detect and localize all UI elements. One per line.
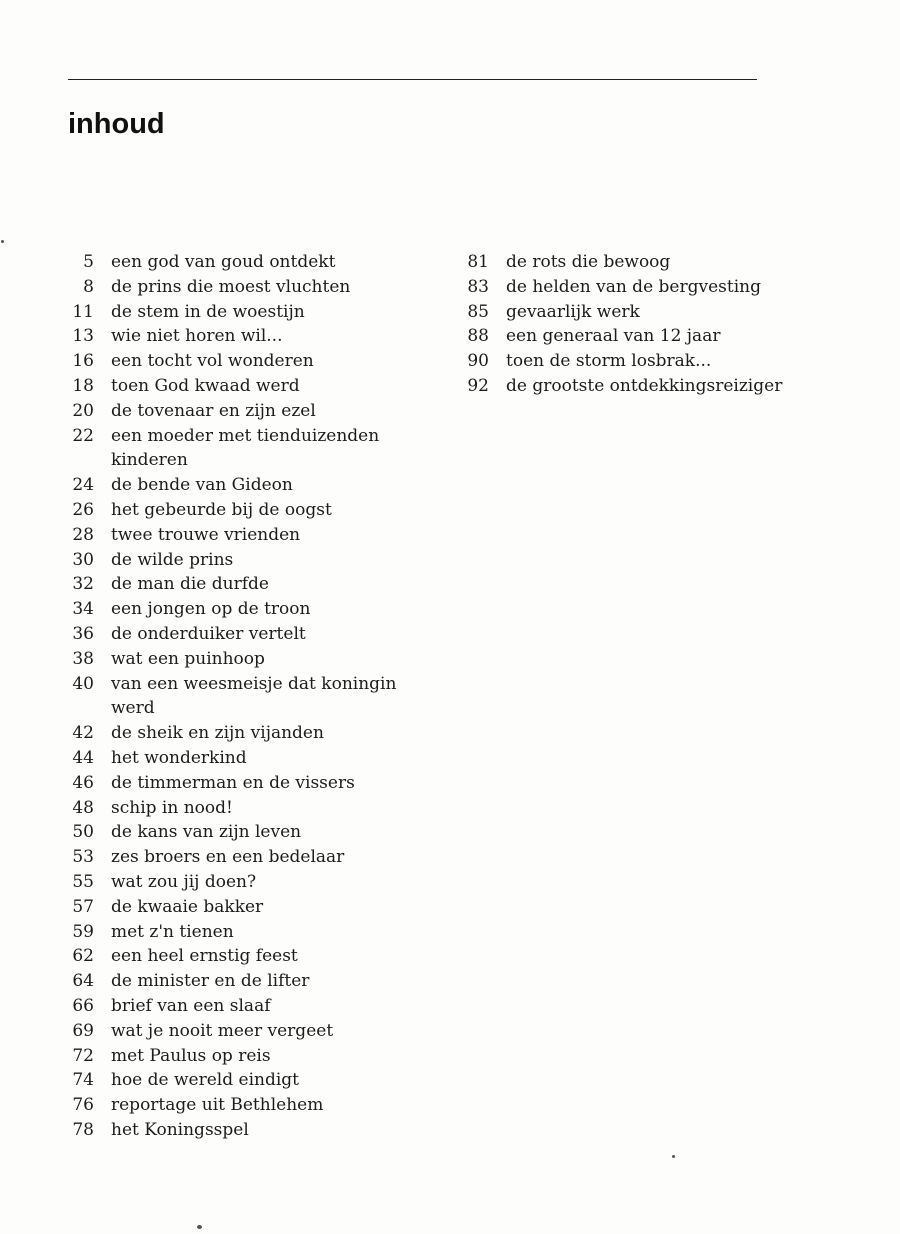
toc-page-number: 11 xyxy=(72,301,94,322)
toc-page-number: 22 xyxy=(72,425,94,446)
toc-right-column xyxy=(445,250,885,399)
toc-chapter-title: gevaarlijk werk xyxy=(506,301,640,322)
toc-chapter-title: de timmerman en de vissers xyxy=(111,772,355,793)
toc-page-number: 78 xyxy=(72,1119,94,1140)
toc-page-number: 26 xyxy=(72,499,94,520)
toc-page-number: 53 xyxy=(72,847,94,868)
toc-page-number: 50 xyxy=(72,822,94,843)
toc-entry xyxy=(50,1093,440,1118)
toc-page-number: 13 xyxy=(72,326,94,347)
toc-chapter-title: het Koningsspel xyxy=(111,1119,249,1140)
toc-entry xyxy=(50,994,440,1019)
toc-page-number: 81 xyxy=(467,252,489,272)
scan-speck xyxy=(197,1225,202,1229)
toc-entry xyxy=(50,672,440,722)
toc-chapter-title: de minister en de lifter xyxy=(111,971,310,992)
toc-entry xyxy=(50,349,440,374)
toc-page-number: 72 xyxy=(72,1045,94,1066)
toc-page-number: 85 xyxy=(467,301,489,322)
toc-entry xyxy=(50,473,440,498)
toc-chapter-title: zes broers en een bedelaar xyxy=(111,847,345,868)
toc-chapter-title: de prins die moest vluchten xyxy=(111,276,351,297)
toc-chapter-title: hoe de wereld eindigt xyxy=(111,1070,299,1091)
toc-chapter-title: schip in nood! xyxy=(111,797,233,818)
toc-page-number: 88 xyxy=(467,326,489,347)
toc-entry xyxy=(50,424,440,474)
toc-page-number: 74 xyxy=(72,1070,94,1091)
toc-chapter-title: wat zou jij doen? xyxy=(111,871,257,892)
toc-chapter-title: het gebeurde bij de oogst xyxy=(111,499,332,520)
toc-page-number: 69 xyxy=(72,1020,94,1041)
toc-chapter-title: de stem in de woestijn xyxy=(111,301,305,322)
toc-page-number: 32 xyxy=(72,574,94,595)
toc-page-number: 16 xyxy=(72,351,94,372)
toc-page-number: 48 xyxy=(72,797,94,818)
toc-entry xyxy=(50,721,440,746)
toc-entry xyxy=(50,1068,440,1093)
toc-chapter-title: de rots die bewoog xyxy=(506,252,671,272)
toc-chapter-title: een heel ernstig feest xyxy=(111,946,298,967)
toc-entry xyxy=(50,920,440,945)
toc-chapter-title: wie niet horen wil... xyxy=(111,326,283,347)
toc-page-number: 36 xyxy=(72,623,94,644)
toc-chapter-title: de wilde prins xyxy=(111,549,234,570)
toc-entry xyxy=(50,746,440,771)
toc-entry xyxy=(50,1118,440,1143)
toc-entry xyxy=(50,1019,440,1044)
toc-entry xyxy=(50,300,440,325)
toc-page-number: 30 xyxy=(72,549,94,570)
toc-chapter-title: de kwaaie bakker xyxy=(111,896,264,917)
toc-chapter-title: twee trouwe vrienden xyxy=(111,524,301,545)
toc-page-number: 24 xyxy=(72,475,94,496)
toc-entry xyxy=(445,349,885,374)
toc-entry xyxy=(50,523,440,548)
scan-speck xyxy=(1,240,4,243)
toc-chapter-title: de tovenaar en zijn ezel xyxy=(111,400,316,421)
toc-page-number: 57 xyxy=(72,896,94,917)
toc-entry xyxy=(50,771,440,796)
toc-chapter-title: de sheik en zijn vijanden xyxy=(111,723,324,744)
toc-chapter-title: een moeder met tienduizenden kinderen xyxy=(111,425,380,471)
toc-chapter-title: brief van een slaaf xyxy=(111,995,271,1016)
toc-chapter-title: toen God kwaad werd xyxy=(111,375,300,396)
toc-chapter-title: de grootste ontdekkingsreiziger xyxy=(506,375,783,396)
toc-entry xyxy=(50,944,440,969)
toc-page-number: 62 xyxy=(72,946,94,967)
toc-entry xyxy=(50,572,440,597)
toc-entry xyxy=(50,622,440,647)
toc-entry xyxy=(50,870,440,895)
page-title: inhoud xyxy=(68,108,165,140)
toc-entry xyxy=(445,275,885,300)
toc-chapter-title: een jongen op de troon xyxy=(111,599,311,620)
toc-page-number: 34 xyxy=(72,599,94,620)
toc-page-number: 20 xyxy=(72,400,94,421)
toc-chapter-title: de man die durfde xyxy=(111,574,269,595)
toc-entry xyxy=(50,845,440,870)
toc-entry xyxy=(50,250,440,275)
toc-entry xyxy=(50,548,440,573)
toc-page-number: 8 xyxy=(83,276,94,297)
toc-entry xyxy=(50,895,440,920)
toc-chapter-title: de kans van zijn leven xyxy=(111,822,302,843)
toc-page-number: 66 xyxy=(72,995,94,1016)
toc-page-number: 18 xyxy=(72,375,94,396)
toc-chapter-title: reportage uit Bethlehem xyxy=(111,1095,324,1116)
toc-entry xyxy=(50,597,440,622)
toc-entry xyxy=(50,796,440,821)
toc-entry xyxy=(50,324,440,349)
toc-page-number: 40 xyxy=(72,673,94,694)
toc-page-number: 76 xyxy=(72,1095,94,1116)
toc-left-column xyxy=(50,250,440,1143)
toc-entry xyxy=(50,275,440,300)
toc-page-number: 90 xyxy=(467,351,489,372)
toc-entry xyxy=(50,647,440,672)
toc-entry xyxy=(50,498,440,523)
toc-chapter-title: een god van goud ontdekt xyxy=(111,252,336,272)
toc-page-number: 42 xyxy=(72,723,94,744)
toc-page-number: 59 xyxy=(72,921,94,942)
toc-page-number: 92 xyxy=(467,375,489,396)
toc-entry xyxy=(50,820,440,845)
toc-entry xyxy=(445,250,885,275)
scan-speck xyxy=(672,1155,675,1158)
toc-chapter-title: met Paulus op reis xyxy=(111,1045,271,1066)
toc-page-number: 46 xyxy=(72,772,94,793)
toc-page-number: 83 xyxy=(467,276,489,297)
toc-chapter-title: de onderduiker vertelt xyxy=(111,623,306,644)
toc-entry xyxy=(50,1044,440,1069)
toc-chapter-title: een generaal van 12 jaar xyxy=(506,326,721,347)
toc-page-number: 5 xyxy=(83,252,94,272)
toc-chapter-title: van een weesmeisje dat koningin werd xyxy=(111,673,397,719)
toc-chapter-title: de bende van Gideon xyxy=(111,475,293,496)
toc-chapter-title: met z'n tienen xyxy=(111,921,234,942)
toc-entry xyxy=(50,374,440,399)
toc-page-number: 44 xyxy=(72,747,94,768)
toc-entry xyxy=(50,399,440,424)
toc-chapter-title: het wonderkind xyxy=(111,747,247,768)
toc-chapter-title: wat een puinhoop xyxy=(111,648,265,669)
toc-page-number: 28 xyxy=(72,524,94,545)
toc-entry xyxy=(50,969,440,994)
toc-page-number: 64 xyxy=(72,971,94,992)
toc-chapter-title: een tocht vol wonderen xyxy=(111,351,314,372)
toc-entry xyxy=(445,324,885,349)
toc-chapter-title: toen de storm losbrak... xyxy=(506,351,712,372)
toc-entry xyxy=(445,300,885,325)
header-rule xyxy=(68,79,757,80)
toc-page-number: 38 xyxy=(72,648,94,669)
toc-page-number: 55 xyxy=(72,871,94,892)
toc-chapter-title: wat je nooit meer vergeet xyxy=(111,1020,334,1041)
toc-chapter-title: de helden van de bergvesting xyxy=(506,276,761,297)
toc-entry xyxy=(445,374,885,399)
